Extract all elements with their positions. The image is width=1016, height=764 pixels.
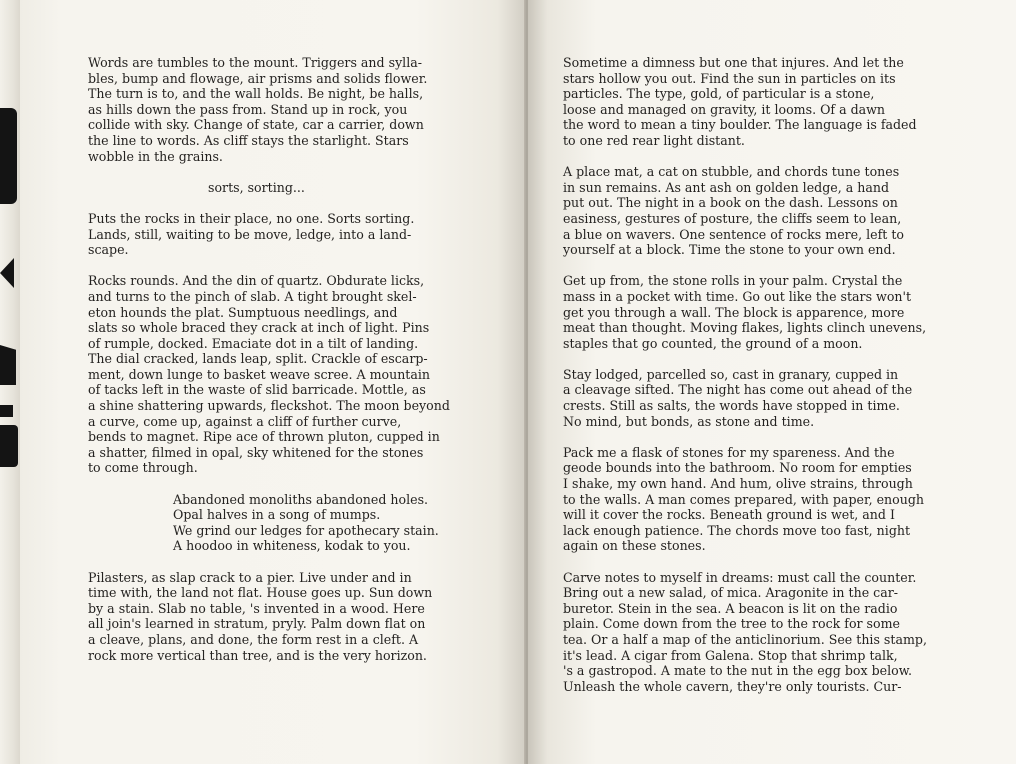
text-line: No mind, but bonds, as stone and time. <box>563 413 815 429</box>
paragraph <box>563 273 1003 351</box>
text-line: yourself at a block. Time the stone to your own end. <box>563 242 896 258</box>
text-line: eton hounds the plat. Sumptuous needlings, and <box>88 304 398 320</box>
text-line: Abandoned monoliths abandoned holes. <box>173 491 429 507</box>
edge-mark <box>0 345 16 385</box>
text-line: easiness, gestures of posture, the cliffs seem to lean, <box>563 210 902 226</box>
text-line: rock more vertical than tree, and is the very horizon. <box>88 647 427 663</box>
text-line: to the walls. A man comes prepared, with paper, enough <box>563 491 925 507</box>
text-line: a blue on wavers. One sentence of rocks mere, left to <box>563 226 904 242</box>
paragraph <box>563 164 1003 258</box>
text-line: of tacks left in the waste of slid barricade. Mottle, as <box>88 382 426 398</box>
text-line: slats so whole braced they crack at inch of light. Pins <box>88 320 430 336</box>
text-line: particles. The type, gold, of particular is a stone, <box>563 86 875 102</box>
text-line: Sometime a dimness but one that injures. And let the <box>563 55 904 70</box>
text-line: it's lead. A cigar from Galena. Stop that shrimp talk, <box>563 647 898 663</box>
text-line: lack enough patience. The chords move too fast, night <box>563 522 911 538</box>
text-line: put out. The night in a book on the dash. Lessons on <box>563 195 898 211</box>
edge-mark <box>0 258 14 288</box>
right-page-text <box>563 55 1003 694</box>
text-line: Words are tumbles to the mount. Triggers and sylla- <box>88 55 423 70</box>
text-line: Pack me a flask of stones for my spareness. And the <box>563 444 895 460</box>
paragraph <box>88 570 508 664</box>
text-line: scape. <box>88 242 129 258</box>
text-line: Get up from, the stone rolls in your palm. Crystal the <box>563 273 903 289</box>
text-line: The dial cracked, lands leap, split. Crackle of escarp- <box>88 351 428 367</box>
text-line: loose and managed on gravity, it looms. Of a dawn <box>563 101 886 117</box>
text-line: the line to words. As cliff stays the starlight. Stars <box>88 132 409 148</box>
text-line: by a stain. Slab no table, 's invented in a wood. Here <box>88 600 425 616</box>
text-line: a cleavage sifted. The night has come out ahead of the <box>563 382 913 398</box>
paragraph <box>563 445 1003 554</box>
page-edge-strip <box>0 0 22 764</box>
text-line: a curve, come up, against a cliff of further curve, <box>88 413 402 429</box>
edge-mark <box>0 108 17 204</box>
text-line: the word to mean a tiny boulder. The language is faded <box>563 117 917 133</box>
text-line: Rocks rounds. And the din of quartz. Obdurate licks, <box>88 273 425 289</box>
text-line: a shine shattering upwards, fleckshot. The moon beyond <box>88 398 450 414</box>
paragraph <box>88 55 508 164</box>
text-line: collide with sky. Change of state, car a carrier, down <box>88 117 424 133</box>
text-line: Puts the rocks in their place, no one. Sorts sorting. <box>88 210 415 226</box>
text-line: and turns to the pinch of slab. A tight brought skel- <box>88 288 417 304</box>
text-line: Lands, still, waiting to be move, ledge, into a land- <box>88 226 412 242</box>
text-line: to one red rear light distant. <box>563 132 745 148</box>
text-line: mass in a pocket with time. Go out like the stars won't <box>563 288 912 304</box>
indented-stanza <box>88 492 508 554</box>
text-line: A place mat, a cat on stubble, and chords tune tones <box>563 164 900 180</box>
text-line: get you through a wall. The block is apparence, more <box>563 304 905 320</box>
text-line: Stay lodged, parcelled so, cast in granary, cupped in <box>563 366 899 382</box>
text-line: a shatter, filmed in opal, sky whitened for the stones <box>88 444 424 460</box>
text-line: plain. Come down from the tree to the rock for some <box>563 616 900 632</box>
text-line: wobble in the grains. <box>88 148 223 164</box>
text-line: bles, bump and flowage, air prisms and solids flower. <box>88 70 428 86</box>
text-line: Opal halves in a song of mumps. <box>173 507 381 523</box>
text-line: again on these stones. <box>563 538 706 554</box>
text-line: Carve notes to myself in dreams: must call the counter. <box>563 569 917 585</box>
text-line: buretor. Stein in the sea. A beacon is lit on the radio <box>563 600 898 616</box>
text-line: 's a gastropod. A mate to the nut in the egg box below. <box>563 663 912 679</box>
text-line: ment, down lunge to basket weave scree. A mountain <box>88 366 431 382</box>
text-line: all join's learned in stratum, pryly. Palm down flat on <box>88 616 426 632</box>
text-line: crests. Still as salts, the words have stopped in time. <box>563 398 900 414</box>
text-line: meat than thought. Moving flakes, lights clinch unevens, <box>563 320 927 336</box>
paragraph <box>563 570 1003 695</box>
text-line: Bring out a new salad, of mica. Aragonite in the car- <box>563 585 898 601</box>
text-line: as hills down the pass from. Stand up in rock, you <box>88 101 408 117</box>
text-line: The turn is to, and the wall holds. Be night, be halls, <box>88 86 424 102</box>
text-line: Pilasters, as slap crack to a pier. Live under and in <box>88 569 412 585</box>
text-line: geode bounds into the bathroom. No room for empties <box>563 460 912 476</box>
paragraph <box>88 211 508 258</box>
section-heading: sorts, sorting... <box>208 179 305 195</box>
text-line: tea. Or a half a map of the anticlinorium. See this stamp, <box>563 631 927 647</box>
paragraph <box>563 367 1003 429</box>
text-line: staples that go counted, the ground of a moon. <box>563 335 863 351</box>
text-line: a cleave, plans, and done, the form rest in a cleft. A <box>88 631 419 647</box>
text-line: A hoodoo in whiteness, kodak to you. <box>173 538 411 554</box>
text-line: We grind our ledges for apothecary stain. <box>173 522 439 538</box>
edge-mark <box>0 425 18 467</box>
paragraph <box>88 273 508 476</box>
text-line: time with, the land not flat. House goes up. Sun down <box>88 585 433 601</box>
text-line: Unleash the whole cavern, they're only tourists. Cur- <box>563 678 902 694</box>
text-line: of rumple, docked. Emaciate dot in a tilt of landing. <box>88 335 419 351</box>
text-line: to come through. <box>88 460 198 476</box>
text-line: will it cover the rocks. Beneath ground is wet, and I <box>563 507 895 523</box>
text-line: stars hollow you out. Find the sun in particles on its <box>563 70 896 86</box>
left-page-text <box>88 55 508 663</box>
text-line: I shake, my own hand. And hum, olive strains, through <box>563 476 913 492</box>
text-line: in sun remains. As ant ash on golden ledge, a hand <box>563 179 890 195</box>
text-line: bends to magnet. Ripe ace of thrown pluton, cupped in <box>88 429 440 445</box>
paragraph <box>563 55 1003 149</box>
edge-mark <box>0 405 13 417</box>
